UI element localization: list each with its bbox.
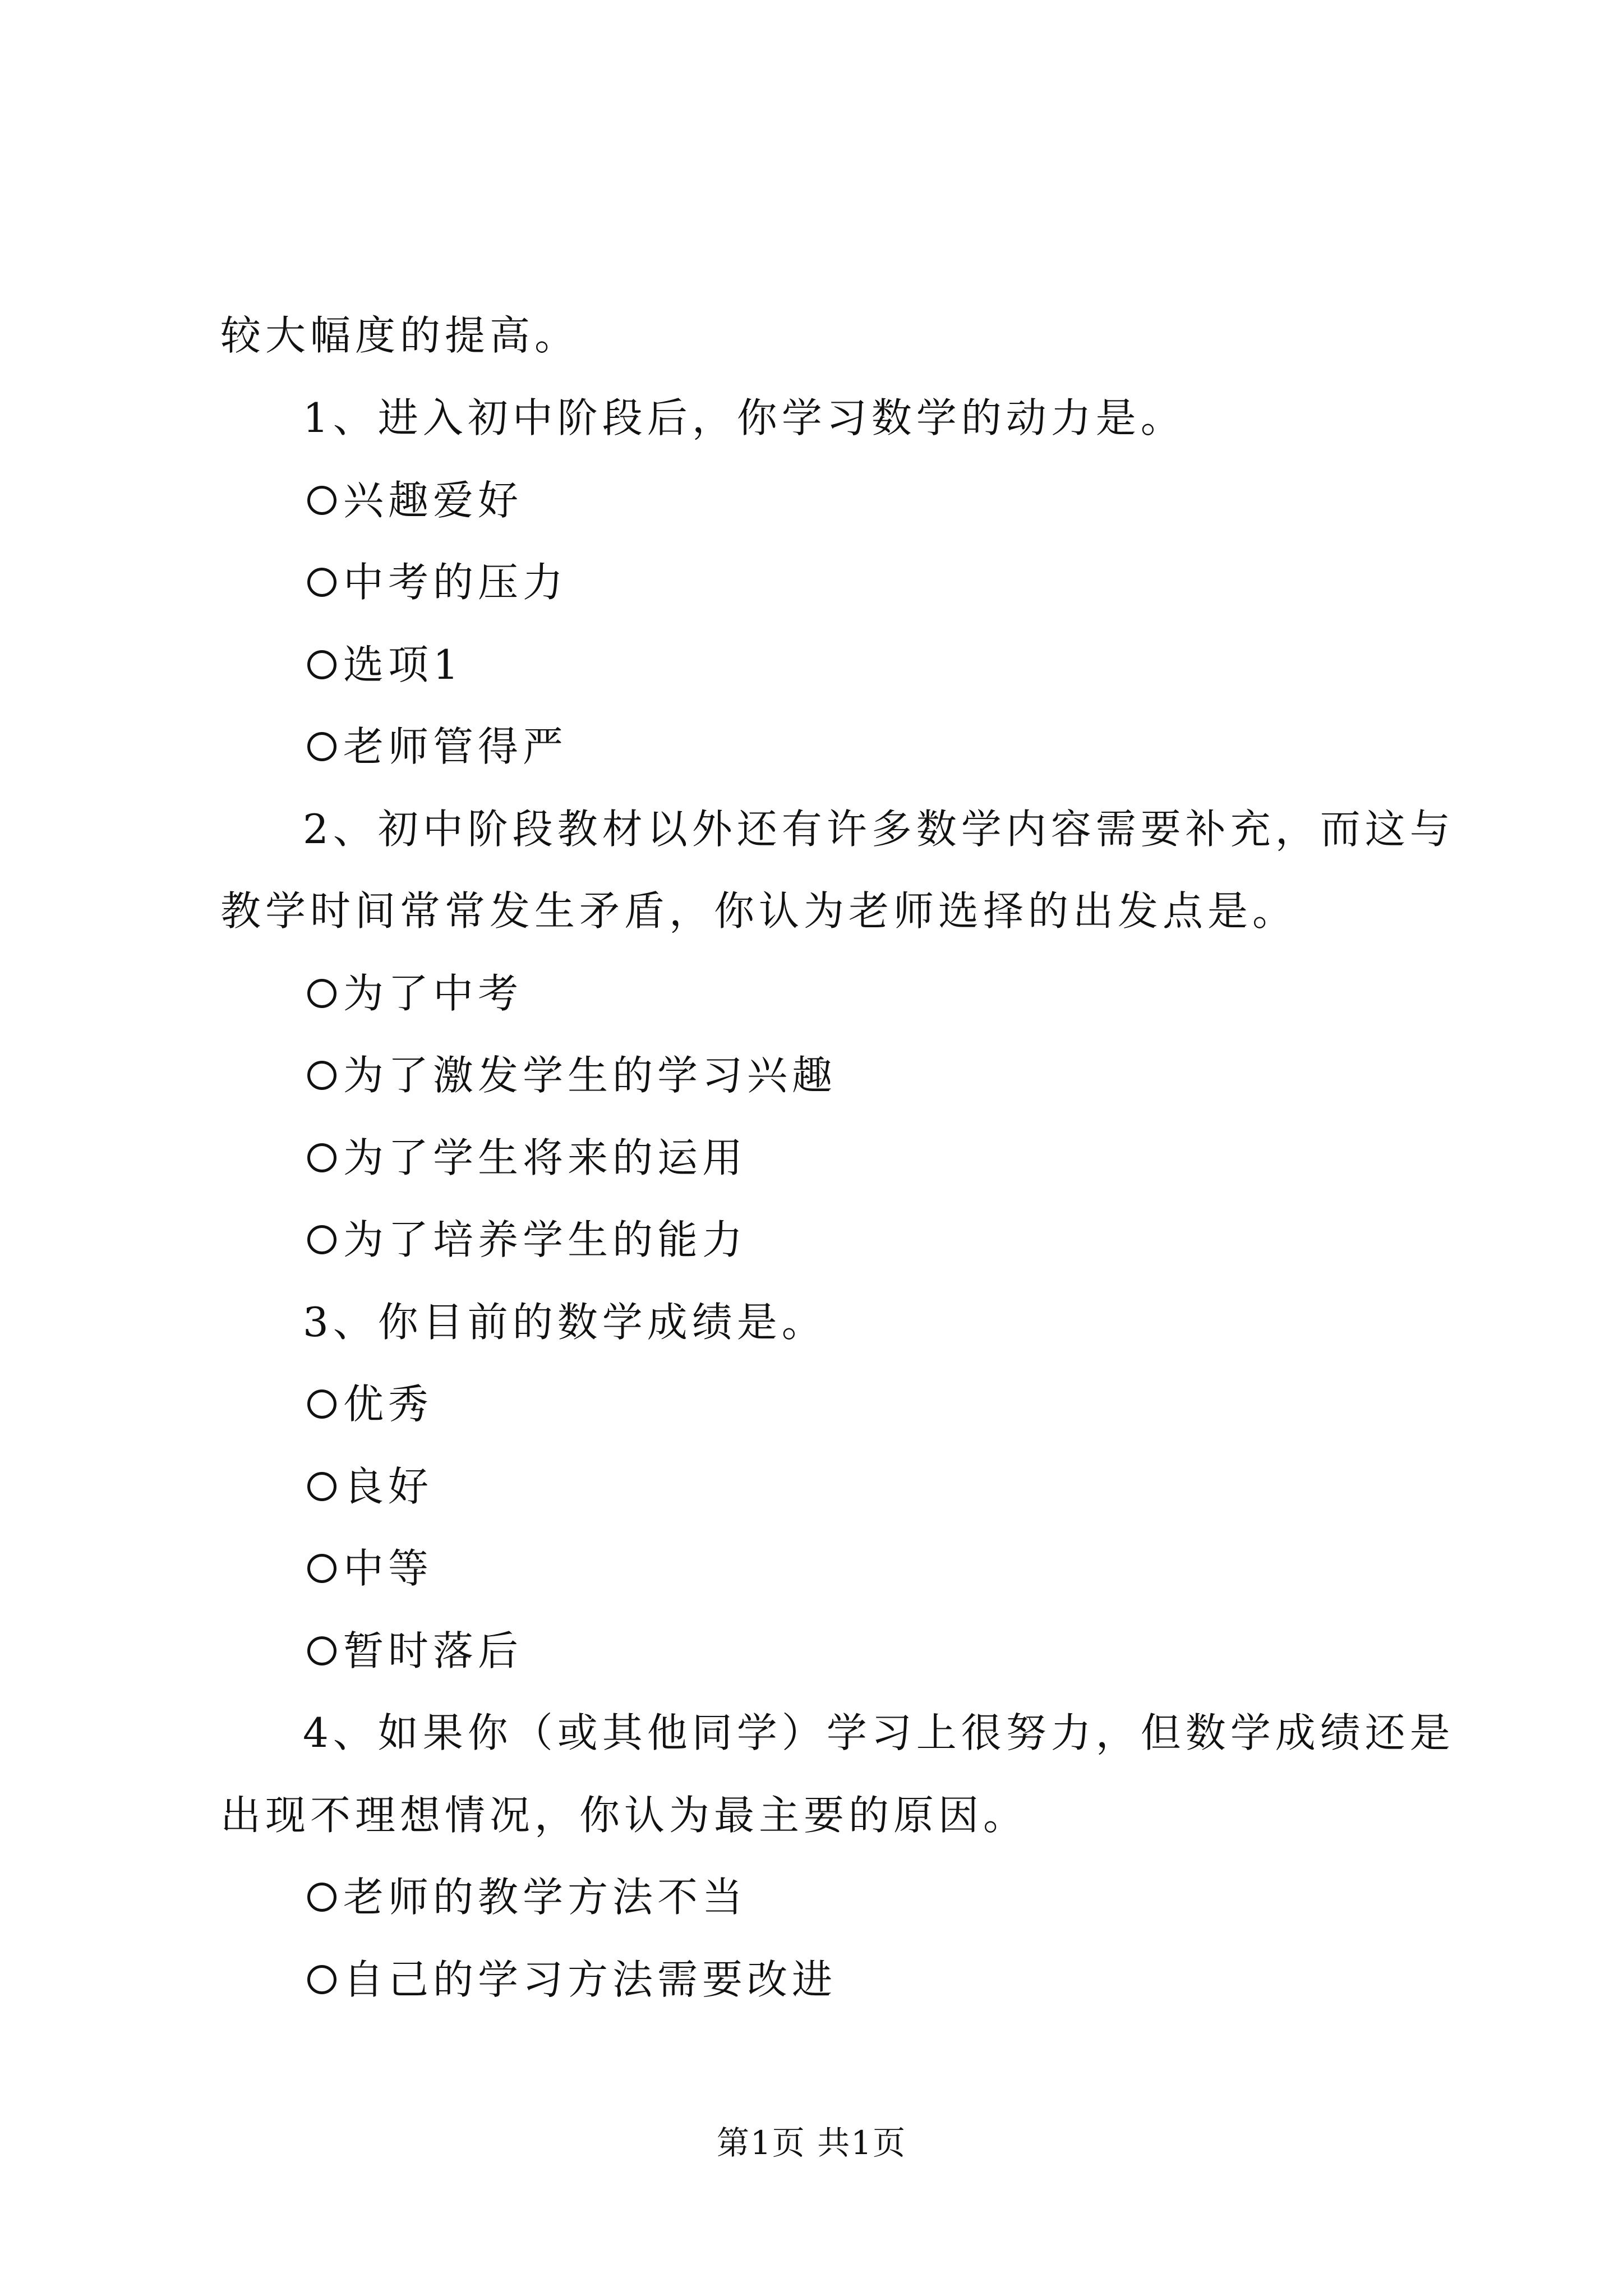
- radio-circle-icon[interactable]: [307, 1554, 336, 1583]
- question-4-text-line-1: 4、如果你（或其他同学）学习上很努力，但数学成绩还是: [303, 1709, 1455, 1756]
- radio-circle-icon[interactable]: [307, 1143, 336, 1172]
- radio-circle-icon[interactable]: [307, 979, 336, 1008]
- question-4-option-1[interactable]: [307, 1869, 747, 1925]
- option-label: 选项1: [343, 641, 463, 688]
- option-label: 暂时落后: [343, 1627, 523, 1674]
- radio-circle-icon[interactable]: [307, 568, 336, 597]
- question-3-option-2[interactable]: [307, 1458, 433, 1515]
- question-1-option-4[interactable]: [307, 719, 568, 775]
- option-label: 中考的压力: [343, 559, 568, 606]
- radio-circle-icon[interactable]: [307, 1636, 336, 1665]
- option-label: 良好: [343, 1463, 434, 1510]
- option-label: 优秀: [343, 1381, 434, 1428]
- radio-circle-icon[interactable]: [307, 1225, 336, 1254]
- radio-circle-icon[interactable]: [307, 486, 336, 515]
- question-1-option-1[interactable]: [307, 472, 523, 528]
- option-label: 为了激发学生的学习兴趣: [343, 1052, 837, 1099]
- question-2-option-4[interactable]: [307, 1212, 747, 1268]
- question-4-text-line-2: 出现不理想情况，你认为最主要的原因。: [220, 1792, 1029, 1839]
- question-3-text: 3、你目前的数学成绩是。: [303, 1299, 827, 1346]
- question-1-option-3[interactable]: [307, 637, 463, 693]
- radio-circle-icon[interactable]: [307, 1389, 336, 1419]
- option-label: 为了培养学生的能力: [343, 1216, 748, 1263]
- question-1-option-2[interactable]: [307, 554, 568, 610]
- option-label: 为了中考: [343, 970, 523, 1017]
- question-1-text: 1、进入初中阶段后，你学习数学的动力是。: [303, 394, 1186, 441]
- radio-circle-icon[interactable]: [307, 1472, 336, 1501]
- option-label: 中等: [343, 1545, 434, 1592]
- radio-circle-icon[interactable]: [307, 1883, 336, 1912]
- radio-circle-icon[interactable]: [307, 650, 336, 679]
- radio-circle-icon[interactable]: [307, 1061, 336, 1090]
- question-2-option-3[interactable]: [307, 1130, 747, 1186]
- question-3-option-4[interactable]: [307, 1623, 523, 1679]
- option-label: 兴趣爱好: [343, 477, 523, 524]
- option-label: 自己的学习方法需要改进: [343, 1956, 837, 2003]
- question-2-text-line-2: 教学时间常常发生矛盾，你认为老师选择的出发点是。: [220, 887, 1298, 935]
- question-3-option-1[interactable]: [307, 1376, 433, 1432]
- option-label: 老师管得严: [343, 723, 568, 770]
- radio-circle-icon[interactable]: [307, 732, 336, 761]
- option-label: 为了学生将来的运用: [343, 1134, 748, 1181]
- radio-circle-icon[interactable]: [307, 1965, 336, 1994]
- intro-text: 较大幅度的提高。: [220, 312, 580, 359]
- question-4-option-2[interactable]: [307, 1952, 837, 2008]
- option-label: 老师的教学方法不当: [343, 1874, 748, 1921]
- question-2-text-line-1: 2、初中阶段教材以外还有许多数学内容需要补充，而这与: [303, 806, 1455, 853]
- question-2-option-2[interactable]: [307, 1047, 837, 1103]
- question-2-option-1[interactable]: [307, 965, 523, 1022]
- question-3-option-3[interactable]: [307, 1540, 433, 1596]
- page-number-footer: 第1页 共1页: [716, 2124, 907, 2162]
